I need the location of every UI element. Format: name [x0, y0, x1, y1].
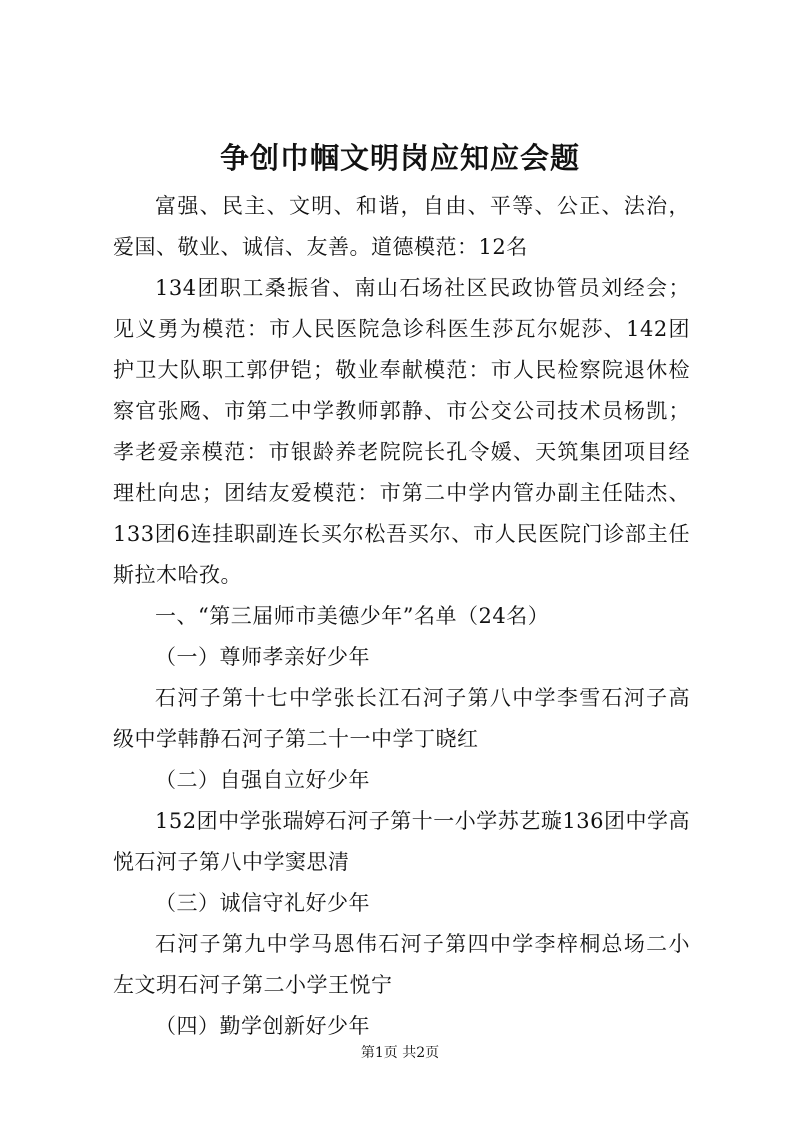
paragraph-integrity-list: 石河子第九中学马恩伟石河子第四中学李梓桐总场二小左文玥石河子第二小学王悦宁 [113, 932, 690, 997]
subheading-integrity: （三）诚信守礼好少年 [155, 891, 370, 915]
subheading-diligent-study: （四）勤学创新好少年 [155, 1014, 370, 1038]
paragraph-core-values: 富强、民主、文明、和谐，自由、平等、公正、法治，爱国、敬业、诚信、友善。道德模范：12名 [113, 194, 690, 259]
subheading-self-reliance: （二）自强自立好少年 [155, 768, 370, 792]
subheading-respect-teachers: （一）尊师孝亲好少年 [155, 645, 370, 669]
document-title: 争创巾帼文明岗应知应会题 [219, 141, 580, 175]
document-body [113, 186, 690, 1047]
paragraph-moral-models: 134团职工桑振省、南山石场社区民政协管员刘经会；见义勇为模范：市人民医院急诊科医生莎瓦尔妮莎、142团护卫大队职工郭伊铠；敬业奉献模范：市人民检察院退休检察官张飏、市第二中学教师郭静、市公交公司技术员杨凯；孝老爱亲模范：市银龄养老院院长孔令媛、天筑集团项目经理杜向忠；团结友爱模范：市第二中学内管办副主任陆杰、133团6连挂职副连长买尔松吾买尔、市人民医院门诊部主任斯拉木哈孜。 [113, 276, 690, 587]
paragraph-self-reliance-list: 152团中学张瑞婷石河子第十一小学苏艺璇136团中学高悦石河子第八中学窦思清 [113, 809, 690, 874]
paragraph-respect-teachers-list: 石河子第十七中学张长江石河子第八中学李雪石河子高级中学韩静石河子第二十一中学丁晓红 [113, 686, 690, 751]
page-footer: 第1页 共2页 [360, 1045, 440, 1061]
paragraph-section-heading: 一、“第三届师市美德少年”名单（24名） [155, 604, 550, 628]
